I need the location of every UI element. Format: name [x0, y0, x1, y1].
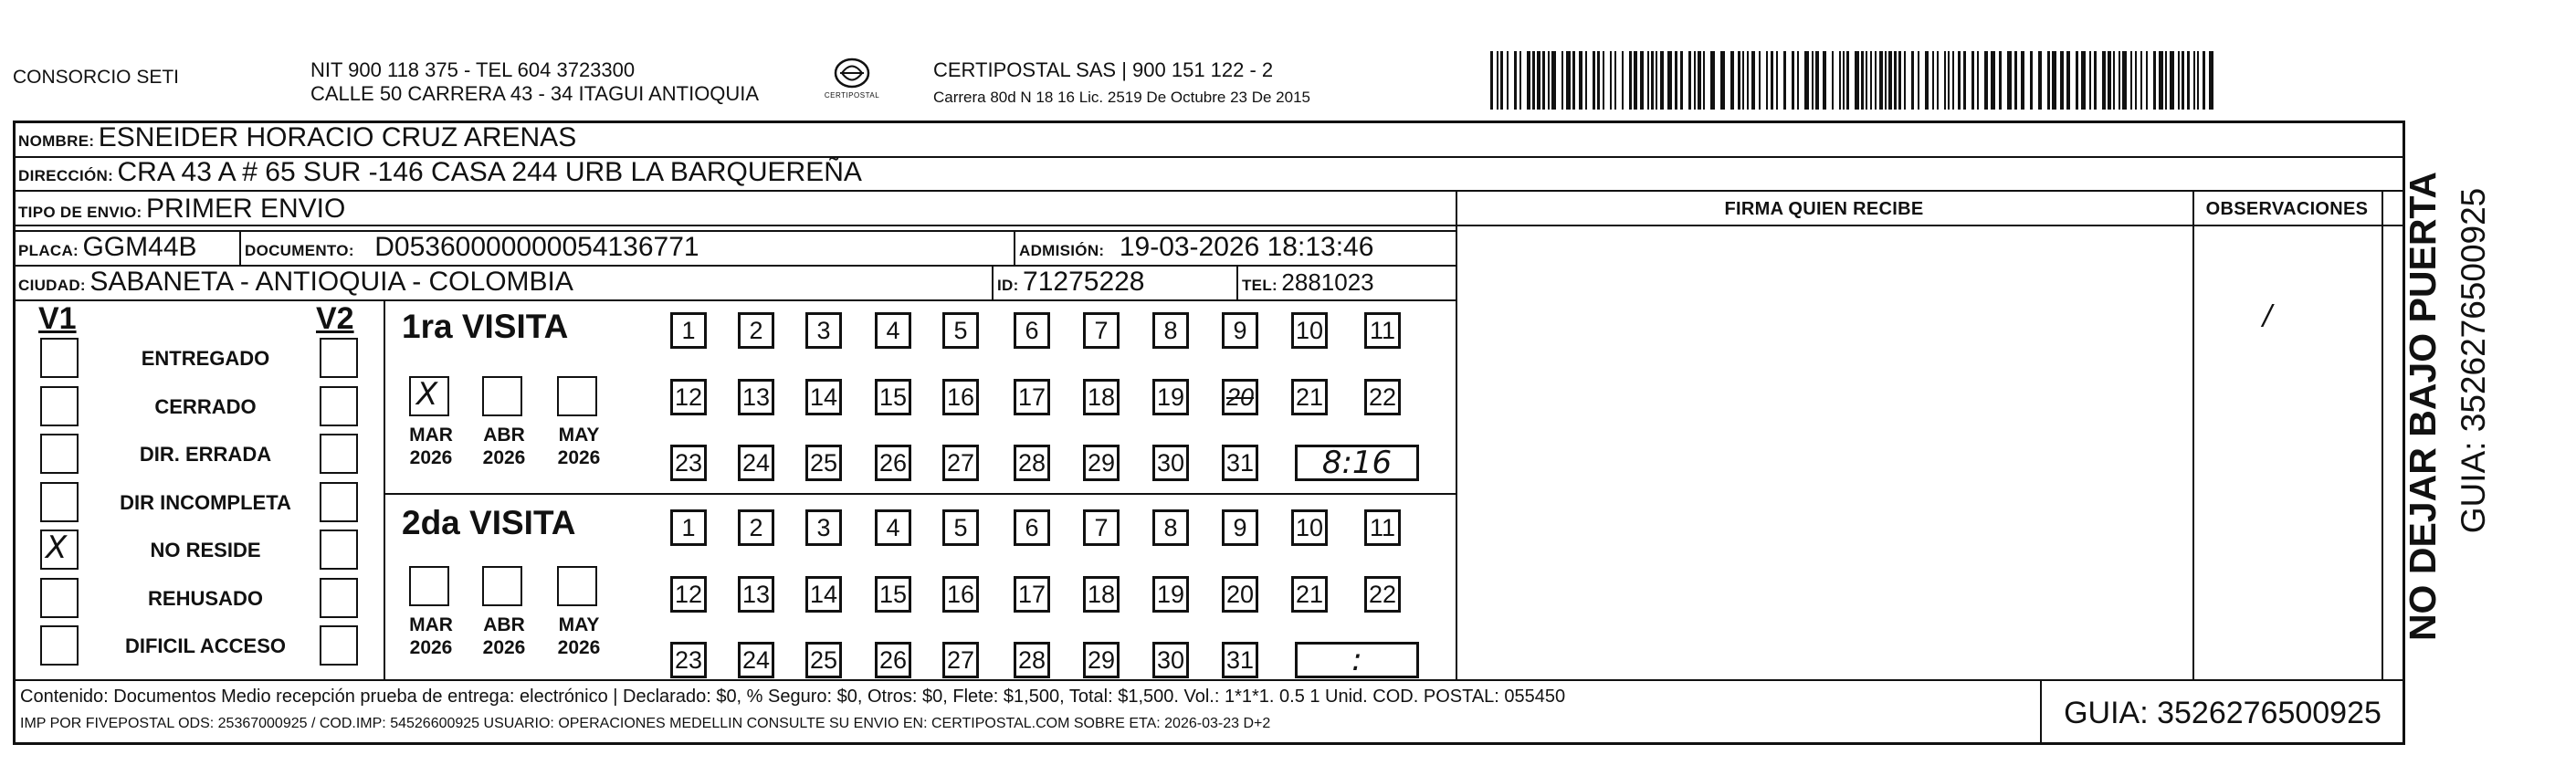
visit1-title: 1ra VISITA — [402, 308, 569, 345]
day-box-24[interactable]: 24 — [738, 642, 774, 678]
documento-label: DOCUMENTO: — [245, 242, 354, 259]
side-warning: NO DEJAR BAJO PUERTA — [2402, 171, 2444, 642]
nit-line: NIT 900 118 375 - TEL 604 3723300 — [310, 58, 636, 81]
day-box-15[interactable]: 15 — [875, 576, 911, 613]
observations-area[interactable] — [2192, 225, 2381, 679]
v2-checkbox[interactable] — [320, 625, 358, 666]
day-box-6[interactable]: 6 — [1014, 312, 1050, 349]
day-box-26[interactable]: 26 — [875, 445, 911, 481]
day-box-7[interactable]: 7 — [1083, 509, 1120, 546]
day-box-28[interactable]: 28 — [1014, 642, 1050, 678]
month-checkbox[interactable] — [557, 376, 597, 416]
footer-guia: GUIA: 3526276500925 — [2064, 696, 2381, 730]
v2-checkbox[interactable] — [320, 530, 358, 570]
day-box-13[interactable]: 13 — [738, 576, 774, 613]
v1-checkbox[interactable] — [40, 578, 79, 618]
day-box-29[interactable]: 29 — [1083, 445, 1120, 481]
day-box-1[interactable]: 1 — [670, 312, 707, 349]
month-label: MAR 2026 — [409, 614, 453, 658]
tipo-envio-value: PRIMER ENVIO — [145, 194, 346, 224]
direccion-label: DIRECCIÓN: — [18, 167, 114, 184]
tel-value: 2881023 — [1281, 268, 1374, 296]
day-box-3[interactable]: 3 — [805, 509, 842, 546]
admision-label: ADMISIÓN: — [1019, 242, 1105, 259]
license-line: Carrera 80d N 18 16 Lic. 2519 De Octubre 23 De 2015 — [933, 89, 1310, 106]
day-box-11[interactable]: 11 — [1364, 312, 1401, 349]
day-box-8[interactable]: 8 — [1152, 509, 1189, 546]
visit2-title: 2da VISITA — [402, 504, 576, 541]
status-option-label: DIR INCOMPLETA — [120, 490, 291, 514]
status-option-label: NO RESIDE — [150, 539, 261, 561]
status-option-label: DIR. ERRADA — [139, 443, 272, 466]
day-box-21[interactable]: 21 — [1291, 379, 1328, 415]
day-box-2[interactable]: 2 — [738, 509, 774, 546]
day-box-3[interactable]: 3 — [805, 312, 842, 349]
month-checkbox[interactable] — [409, 566, 449, 606]
day-box-27[interactable]: 27 — [942, 445, 979, 481]
day-box-16[interactable]: 16 — [942, 379, 979, 415]
day-box-14[interactable]: 14 — [805, 576, 842, 613]
day-box-17[interactable]: 17 — [1014, 576, 1050, 613]
day-box-6[interactable]: 6 — [1014, 509, 1050, 546]
id-value: 71275228 — [1023, 267, 1145, 297]
v1-checkbox[interactable] — [40, 338, 79, 378]
day-box-19[interactable]: 19 — [1152, 379, 1189, 415]
day-box-21[interactable]: 21 — [1291, 576, 1328, 613]
month-label: MAR 2026 — [409, 425, 453, 468]
day-box-13[interactable]: 13 — [738, 379, 774, 415]
documento-value: D05360000000054136771 — [374, 232, 699, 262]
nombre-label: NOMBRE: — [18, 132, 95, 150]
status-option-label: ENTREGADO — [141, 347, 270, 370]
day-box-22[interactable]: 22 — [1364, 576, 1401, 613]
month-checkbox[interactable] — [557, 566, 597, 606]
month-label: ABR 2026 — [482, 425, 526, 468]
time-box[interactable]: : — [1295, 642, 1419, 678]
day-box-4[interactable]: 4 — [875, 312, 911, 349]
imp-line: IMP POR FIVEPOSTAL ODS: 25367000925 / COD.IMP: 54526600925 USUARIO: OPERACIONES MEDELLIN CONSULTE SU ENVIO EN: CERTIPOSTAL.COM SOBRE ETA: 2026-03-23 D+2 — [20, 716, 1271, 731]
v1-label: V1 — [38, 301, 77, 336]
day-box-5[interactable]: 5 — [942, 312, 979, 349]
day-box-23[interactable]: 23 — [670, 642, 707, 678]
v2-checkbox[interactable] — [320, 578, 358, 618]
company-name: CONSORCIO SETI — [13, 67, 180, 88]
id-label: ID: — [997, 277, 1019, 294]
v1-checkbox[interactable] — [40, 482, 79, 522]
day-box-31[interactable]: 31 — [1222, 445, 1258, 481]
day-box-10[interactable]: 10 — [1291, 509, 1328, 546]
firma-header: FIRMA QUIEN RECIBE — [1724, 199, 1924, 219]
day-box-4[interactable]: 4 — [875, 509, 911, 546]
admision-value: 19-03-2026 18:13:46 — [1119, 232, 1374, 262]
barcode — [1490, 51, 2221, 110]
day-box-23[interactable]: 23 — [670, 445, 707, 481]
status-option-label: REHUSADO — [148, 586, 263, 610]
day-box-27[interactable]: 27 — [942, 642, 979, 678]
day-box-9[interactable]: 9 — [1222, 312, 1258, 349]
month-label: MAY 2026 — [557, 614, 601, 658]
month-checkbox[interactable] — [482, 376, 522, 416]
day-box-29[interactable]: 29 — [1083, 642, 1120, 678]
month-checkbox[interactable] — [482, 566, 522, 606]
month-label: MAY 2026 — [557, 425, 601, 468]
v2-checkbox[interactable] — [320, 482, 358, 522]
day-box-30[interactable]: 30 — [1152, 445, 1189, 481]
carrier-line: CERTIPOSTAL SAS | 900 151 122 - 2 — [933, 58, 1274, 81]
signature-area[interactable] — [1456, 225, 2192, 679]
side-guia: GUIA: 3526276500925 — [2455, 187, 2492, 534]
day-box-28[interactable]: 28 — [1014, 445, 1050, 481]
day-box-18[interactable]: 18 — [1083, 576, 1120, 613]
day-box-20[interactable]: 20 — [1222, 379, 1258, 415]
day-box-5[interactable]: 5 — [942, 509, 979, 546]
day-box-12[interactable]: 12 — [670, 379, 707, 415]
placa-label: PLACA: — [18, 242, 79, 259]
ciudad-value: SABANETA - ANTIOQUIA - COLOMBIA — [89, 267, 573, 297]
status-option-label: CERRADO — [154, 394, 257, 418]
tel-label: TEL: — [1242, 277, 1277, 294]
day-box-2[interactable]: 2 — [738, 312, 774, 349]
day-box-22[interactable]: 22 — [1364, 379, 1401, 415]
day-box-20[interactable]: 20 — [1222, 576, 1258, 613]
v1-checkbox[interactable] — [40, 625, 79, 666]
logo-text: CERTIPOSTAL — [824, 91, 880, 100]
nombre-value: ESNEIDER HORACIO CRUZ ARENAS — [98, 122, 577, 152]
v1-checkbox[interactable] — [40, 434, 79, 474]
ciudad-label: CIUDAD: — [18, 277, 86, 294]
day-box-16[interactable]: 16 — [942, 576, 979, 613]
certipostal-logo — [820, 55, 884, 110]
observaciones-header: OBSERVACIONES — [2205, 199, 2369, 219]
day-box-8[interactable]: 8 — [1152, 312, 1189, 349]
month-checkbox[interactable] — [409, 376, 449, 416]
v2-checkbox[interactable] — [320, 434, 358, 474]
day-box-14[interactable]: 14 — [805, 379, 842, 415]
day-box-26[interactable]: 26 — [875, 642, 911, 678]
v2-label: V2 — [316, 301, 354, 336]
tipo-envio-label: TIPO DE ENVIO: — [18, 204, 142, 221]
day-box-9[interactable]: 9 — [1222, 509, 1258, 546]
status-option-label: DIFICIL ACCESO — [124, 634, 286, 657]
v1-checkbox[interactable] — [40, 386, 79, 426]
day-box-24[interactable]: 24 — [738, 445, 774, 481]
direccion-value: CRA 43 A # 65 SUR -146 CASA 244 URB LA BARQUEREÑA — [117, 157, 862, 187]
day-box-15[interactable]: 15 — [875, 379, 911, 415]
day-box-11[interactable]: 11 — [1364, 509, 1401, 546]
time-box[interactable]: 8:16 — [1295, 445, 1419, 481]
day-box-25[interactable]: 25 — [805, 445, 842, 481]
contenido-line: Contenido: Documentos Medio recepción prueba de entrega: electrónico | Declarado: $0, % Seguro: $0, Otros: $0, Flete: $1,500, Total: $1,500. Vol.: 1*1*1. 0.5 1 Unid. COD. POSTAL: 055450 — [20, 687, 1566, 707]
v2-checkbox[interactable] — [320, 338, 358, 378]
v1-checkbox[interactable] — [40, 530, 79, 570]
checkmark: X — [416, 376, 438, 413]
placa-value: GGM44B — [82, 232, 197, 262]
day-box-18[interactable]: 18 — [1083, 379, 1120, 415]
day-box-1[interactable]: 1 — [670, 509, 707, 546]
day-box-7[interactable]: 7 — [1083, 312, 1120, 349]
day-box-19[interactable]: 19 — [1152, 576, 1189, 613]
address-line: CALLE 50 CARRERA 43 - 34 ITAGUI ANTIOQUIA — [310, 82, 760, 105]
v2-checkbox[interactable] — [320, 386, 358, 426]
day-box-25[interactable]: 25 — [805, 642, 842, 678]
day-box-10[interactable]: 10 — [1291, 312, 1328, 349]
day-box-17[interactable]: 17 — [1014, 379, 1050, 415]
checkmark: X — [46, 530, 68, 566]
day-box-12[interactable]: 12 — [670, 576, 707, 613]
day-box-30[interactable]: 30 — [1152, 642, 1189, 678]
month-label: ABR 2026 — [482, 614, 526, 658]
day-box-31[interactable]: 31 — [1222, 642, 1258, 678]
side-guia-wrap — [2455, 155, 2497, 566]
pen-tick-mark: / — [2263, 299, 2273, 331]
